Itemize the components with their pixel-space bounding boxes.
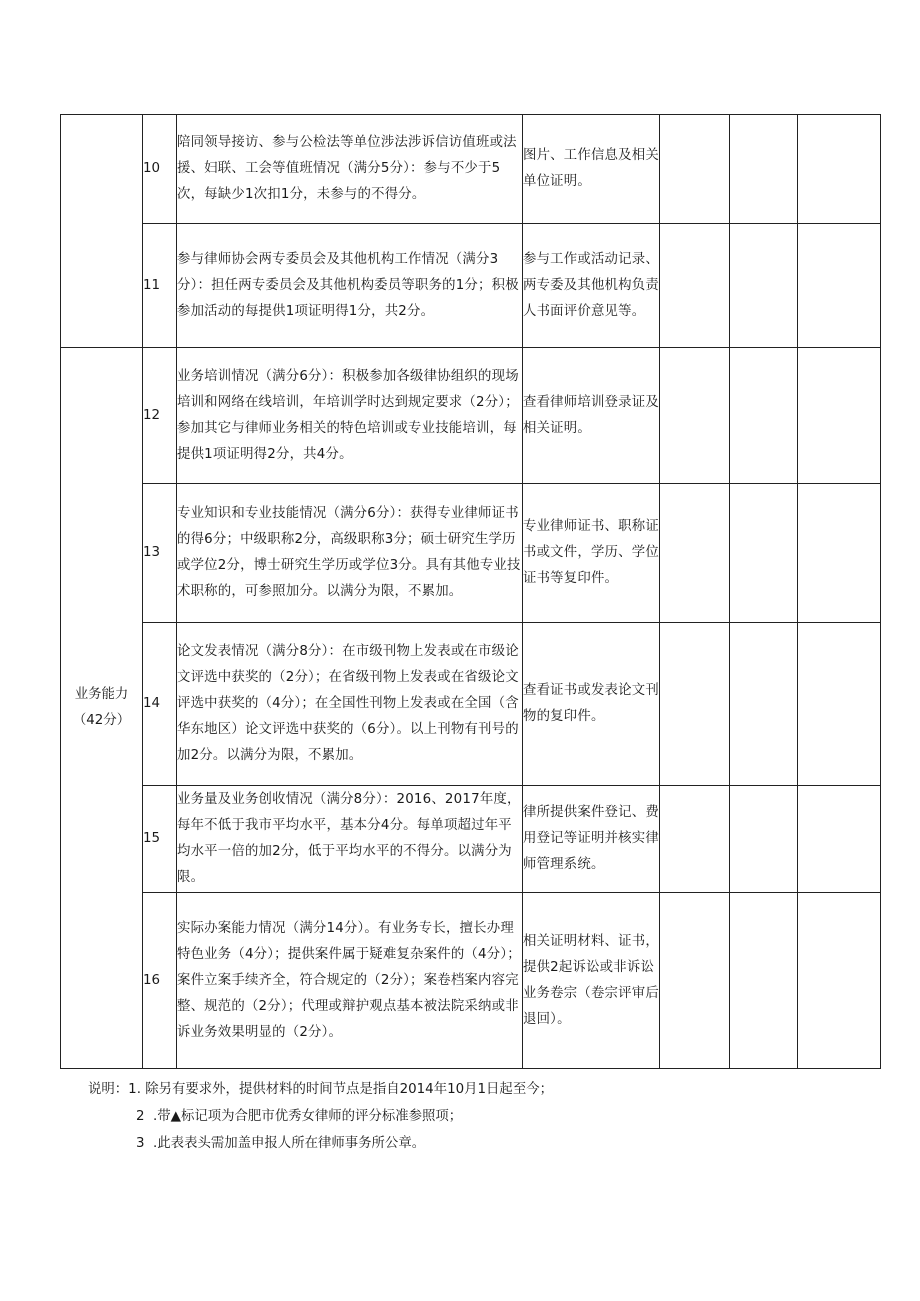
criteria-cell: 陪同领导接访、参与公检法等单位涉法涉诉信访值班或法援、妇联、工会等值班情况（满分5分）：参与不少于5次，每缺少1次扣1分，未参与的不得分。: [177, 115, 523, 224]
score-cell: [730, 348, 798, 484]
materials-cell: 相关证明材料、证书，提供2起诉讼或非诉讼业务卷宗（卷宗评审后退回）。: [523, 893, 660, 1069]
score-cell: [730, 115, 798, 224]
note-line-1: 说明：1. 除另有要求外，提供材料的时间节点是指自2014年10月1日起至今；: [88, 1082, 553, 1097]
score-cell: [660, 348, 730, 484]
materials-cell: 专业律师证书、职称证书或文件，学历、学位证书等复印件。: [523, 484, 660, 623]
materials-cell: 查看律师培训登录证及相关证明。: [523, 348, 660, 484]
score-cell: [798, 893, 881, 1069]
criteria-cell: 参与律师协会两专委员会及其他机构工作情况（满分3分）：担任两专委员会及其他机构委员等职务的1分；积极参加活动的每提供1项证明得1分，共2分。: [177, 224, 523, 348]
score-cell: [660, 893, 730, 1069]
score-cell: [660, 484, 730, 623]
score-cell: [660, 115, 730, 224]
criteria-cell: 业务量及业务创收情况（满分8分）：2016、2017年度，每年不低于我市平均水平，基本分4分。每单项超过年平均水平一倍的加2分，低于平均水平的不得分。以满分为限。: [177, 786, 523, 893]
score-cell: [730, 224, 798, 348]
item-number: 13: [143, 484, 177, 623]
score-cell: [798, 484, 881, 623]
materials-cell: 参与工作或活动记录、两专委及其他机构负责人书面评价意见等。: [523, 224, 660, 348]
item-number: 10: [143, 115, 177, 224]
table-row: [61, 786, 881, 893]
score-cell: [798, 623, 881, 786]
evaluation-table: [60, 114, 881, 1069]
notes-section: [88, 1076, 553, 1157]
table-row: [61, 115, 881, 224]
criteria-cell: 业务培训情况（满分6分）：积极参加各级律协组织的现场培训和网络在线培训，年培训学时达到规定要求（2分）；参加其它与律师业务相关的特色培训或专业技能培训，每提供1项证明得2分，共4分。: [177, 348, 523, 484]
score-cell: [730, 623, 798, 786]
category-cell: 业务能力（42分）: [61, 348, 143, 1069]
score-cell: [730, 893, 798, 1069]
item-number: 12: [143, 348, 177, 484]
note-line-3: 3 .此表表头需加盖申报人所在律师事务所公章。: [136, 1136, 426, 1151]
score-cell: [730, 786, 798, 893]
materials-cell: 图片、工作信息及相关单位证明。: [523, 115, 660, 224]
table-row: [61, 348, 881, 484]
score-cell: [798, 224, 881, 348]
table-row: [61, 224, 881, 348]
materials-cell: 律所提供案件登记、费用登记等证明并核实律师管理系统。: [523, 786, 660, 893]
item-number: 15: [143, 786, 177, 893]
table-row: [61, 484, 881, 623]
materials-cell: 查看证书或发表论文刊物的复印件。: [523, 623, 660, 786]
score-cell: [798, 115, 881, 224]
item-number: 16: [143, 893, 177, 1069]
score-cell: [660, 623, 730, 786]
score-cell: [730, 484, 798, 623]
score-cell: [798, 348, 881, 484]
table-row: [61, 623, 881, 786]
category-cell-empty: [61, 115, 143, 348]
score-cell: [798, 786, 881, 893]
table-row: [61, 893, 881, 1069]
item-number: 14: [143, 623, 177, 786]
score-cell: [660, 786, 730, 893]
score-cell: [660, 224, 730, 348]
criteria-cell: 实际办案能力情况（满分14分）。有业务专长，擅长办理特色业务（4分）；提供案件属于疑难复杂案件的（4分）；案件立案手续齐全，符合规定的（2分）；案卷档案内容完整、规范的（2分）；代理或辩护观点基本被法院采纳或非诉业务效果明显的（2分）。: [177, 893, 523, 1069]
note-line-2: 2 .带▲标记项为合肥市优秀女律师的评分标准参照项；: [136, 1109, 463, 1124]
item-number: 11: [143, 224, 177, 348]
criteria-cell: 论文发表情况（满分8分）：在市级刊物上发表或在市级论文评选中获奖的（2分）；在省级刊物上发表或在省级论文评选中获奖的（4分）；在全国性刊物上发表或在全国（含华东地区）论文评选中获奖的（6分）。以上刊物有刊号的加2分。以满分为限，不累加。: [177, 623, 523, 786]
criteria-cell: 专业知识和专业技能情况（满分6分）：获得专业律师证书的得6分；中级职称2分，高级职称3分；硕士研究生学历或学位2分，博士研究生学历或学位3分。具有其他专业技术职称的，可参照加分。以满分为限，不累加。: [177, 484, 523, 623]
